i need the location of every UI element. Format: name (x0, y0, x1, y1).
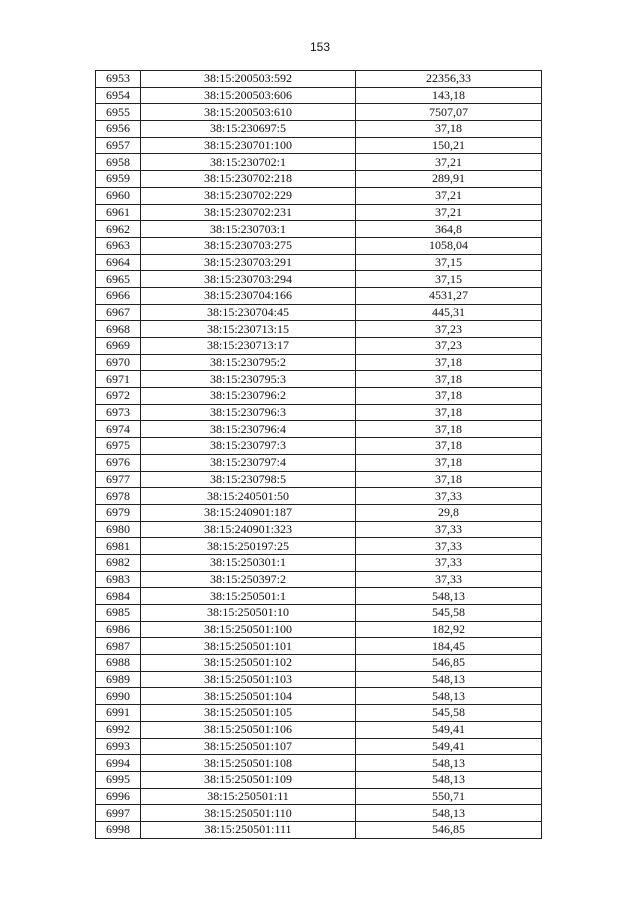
cadastral-number-cell: 38:15:240901:187 (141, 504, 356, 521)
value-cell: 1058,04 (356, 237, 542, 254)
table-row (96, 204, 542, 221)
row-number-cell: 6976 (96, 454, 141, 471)
row-number-cell: 6967 (96, 304, 141, 321)
row-number-cell: 6979 (96, 504, 141, 521)
table-row (96, 354, 542, 371)
cadastral-number-cell: 38:15:230796:2 (141, 388, 356, 405)
cadastral-number-cell: 38:15:250501:104 (141, 688, 356, 705)
cadastral-number-cell: 38:15:230713:15 (141, 321, 356, 338)
cadastral-number-cell: 38:15:250501:11 (141, 788, 356, 805)
cadastral-number-cell: 38:15:200503:606 (141, 87, 356, 104)
table-row (96, 821, 542, 838)
cadastral-number-cell: 38:15:250501:108 (141, 755, 356, 772)
table-row (96, 621, 542, 638)
table-row (96, 705, 542, 722)
table-row (96, 271, 542, 288)
row-number-cell: 6969 (96, 338, 141, 355)
cadastral-number-cell: 38:15:250301:1 (141, 554, 356, 571)
value-cell: 22356,33 (356, 71, 542, 88)
cadastral-number-cell: 38:15:230702:1 (141, 154, 356, 171)
row-number-cell: 6988 (96, 655, 141, 672)
cadastral-number-cell: 38:15:230697:5 (141, 121, 356, 138)
row-number-cell: 6977 (96, 471, 141, 488)
cadastral-number-cell: 38:15:250501:107 (141, 738, 356, 755)
page-number: 153 (309, 40, 331, 54)
row-number-cell: 6986 (96, 621, 141, 638)
cadastral-number-cell: 38:15:230704:45 (141, 304, 356, 321)
value-cell: 37,18 (356, 421, 542, 438)
cadastral-number-cell: 38:15:250501:109 (141, 771, 356, 788)
value-cell: 7507,07 (356, 104, 542, 121)
table-row (96, 221, 542, 238)
cadastral-number-cell: 38:15:250197:25 (141, 538, 356, 555)
value-cell: 37,21 (356, 187, 542, 204)
row-number-cell: 6975 (96, 438, 141, 455)
row-number-cell: 6981 (96, 538, 141, 555)
cadastral-number-cell: 38:15:250501:102 (141, 655, 356, 672)
row-number-cell: 6971 (96, 371, 141, 388)
value-cell: 37,33 (356, 521, 542, 538)
value-cell: 37,18 (356, 404, 542, 421)
value-cell: 549,41 (356, 721, 542, 738)
value-cell: 548,13 (356, 588, 542, 605)
value-cell: 37,18 (356, 471, 542, 488)
value-cell: 37,33 (356, 554, 542, 571)
row-number-cell: 6968 (96, 321, 141, 338)
table-row (96, 121, 542, 138)
row-number-cell: 6965 (96, 271, 141, 288)
table-row (96, 538, 542, 555)
row-number-cell: 6959 (96, 171, 141, 188)
cadastral-number-cell: 38:15:230797:3 (141, 438, 356, 455)
table-row (96, 788, 542, 805)
cadastral-table (95, 70, 542, 839)
cadastral-number-cell: 38:15:250501:103 (141, 671, 356, 688)
table-row (96, 688, 542, 705)
row-number-cell: 6998 (96, 821, 141, 838)
table-row (96, 137, 542, 154)
cadastral-number-cell: 38:15:230702:218 (141, 171, 356, 188)
value-cell: 364,8 (356, 221, 542, 238)
row-number-cell: 6955 (96, 104, 141, 121)
row-number-cell: 6953 (96, 71, 141, 88)
table-row (96, 488, 542, 505)
row-number-cell: 6960 (96, 187, 141, 204)
cadastral-number-cell: 38:15:250501:110 (141, 805, 356, 822)
cadastral-number-cell: 38:15:230795:3 (141, 371, 356, 388)
table-row (96, 254, 542, 271)
row-number-cell: 6995 (96, 771, 141, 788)
table-row (96, 187, 542, 204)
row-number-cell: 6961 (96, 204, 141, 221)
cadastral-number-cell: 38:15:240901:323 (141, 521, 356, 538)
row-number-cell: 6963 (96, 237, 141, 254)
cadastral-number-cell: 38:15:250397:2 (141, 571, 356, 588)
table-row (96, 554, 542, 571)
table-row (96, 721, 542, 738)
row-number-cell: 6994 (96, 755, 141, 772)
table-row (96, 504, 542, 521)
table-row (96, 805, 542, 822)
table-row (96, 71, 542, 88)
table-body (96, 71, 542, 839)
value-cell: 548,13 (356, 671, 542, 688)
cadastral-number-cell: 38:15:250501:1 (141, 588, 356, 605)
value-cell: 182,92 (356, 621, 542, 638)
row-number-cell: 6970 (96, 354, 141, 371)
row-number-cell: 6989 (96, 671, 141, 688)
value-cell: 545,58 (356, 705, 542, 722)
value-cell: 546,85 (356, 821, 542, 838)
table-row (96, 438, 542, 455)
row-number-cell: 6984 (96, 588, 141, 605)
table-row (96, 755, 542, 772)
value-cell: 37,21 (356, 204, 542, 221)
cadastral-number-cell: 38:15:230703:275 (141, 237, 356, 254)
cadastral-number-cell: 38:15:230702:229 (141, 187, 356, 204)
table-row (96, 421, 542, 438)
value-cell: 37,18 (356, 388, 542, 405)
value-cell: 37,21 (356, 154, 542, 171)
value-cell: 550,71 (356, 788, 542, 805)
table-row (96, 104, 542, 121)
table-row (96, 655, 542, 672)
row-number-cell: 6962 (96, 221, 141, 238)
cadastral-number-cell: 38:15:230796:4 (141, 421, 356, 438)
table-row (96, 471, 542, 488)
value-cell: 546,85 (356, 655, 542, 672)
cadastral-number-cell: 38:15:250501:10 (141, 605, 356, 622)
cadastral-number-cell: 38:15:250501:105 (141, 705, 356, 722)
cadastral-number-cell: 38:15:230703:1 (141, 221, 356, 238)
row-number-cell: 6990 (96, 688, 141, 705)
cadastral-number-cell: 38:15:250501:106 (141, 721, 356, 738)
table-row (96, 571, 542, 588)
row-number-cell: 6997 (96, 805, 141, 822)
value-cell: 445,31 (356, 304, 542, 321)
row-number-cell: 6993 (96, 738, 141, 755)
value-cell: 37,33 (356, 571, 542, 588)
cadastral-number-cell: 38:15:250501:111 (141, 821, 356, 838)
cadastral-number-cell: 38:15:250501:100 (141, 621, 356, 638)
row-number-cell: 6958 (96, 154, 141, 171)
table-row (96, 454, 542, 471)
value-cell: 143,18 (356, 87, 542, 104)
table-row (96, 338, 542, 355)
cadastral-number-cell: 38:15:230797:4 (141, 454, 356, 471)
cadastral-number-cell: 38:15:230702:231 (141, 204, 356, 221)
value-cell: 548,13 (356, 771, 542, 788)
table-row (96, 671, 542, 688)
row-number-cell: 6987 (96, 638, 141, 655)
value-cell: 37,18 (356, 438, 542, 455)
table-row (96, 771, 542, 788)
cadastral-number-cell: 38:15:230713:17 (141, 338, 356, 355)
row-number-cell: 6954 (96, 87, 141, 104)
row-number-cell: 6972 (96, 388, 141, 405)
cadastral-number-cell: 38:15:230796:3 (141, 404, 356, 421)
value-cell: 548,13 (356, 805, 542, 822)
value-cell: 37,18 (356, 454, 542, 471)
row-number-cell: 6982 (96, 554, 141, 571)
value-cell: 37,18 (356, 371, 542, 388)
table-row (96, 321, 542, 338)
cadastral-number-cell: 38:15:230703:294 (141, 271, 356, 288)
table-row (96, 171, 542, 188)
value-cell: 29,8 (356, 504, 542, 521)
table-row (96, 304, 542, 321)
value-cell: 37,18 (356, 121, 542, 138)
value-cell: 37,15 (356, 271, 542, 288)
table-row (96, 588, 542, 605)
row-number-cell: 6992 (96, 721, 141, 738)
table-row (96, 287, 542, 304)
value-cell: 37,33 (356, 488, 542, 505)
row-number-cell: 6957 (96, 137, 141, 154)
value-cell: 37,15 (356, 254, 542, 271)
row-number-cell: 6973 (96, 404, 141, 421)
value-cell: 184,45 (356, 638, 542, 655)
cadastral-number-cell: 38:15:230795:2 (141, 354, 356, 371)
value-cell: 4531,27 (356, 287, 542, 304)
row-number-cell: 6978 (96, 488, 141, 505)
value-cell: 549,41 (356, 738, 542, 755)
row-number-cell: 6991 (96, 705, 141, 722)
table-row (96, 237, 542, 254)
value-cell: 37,23 (356, 338, 542, 355)
value-cell: 37,18 (356, 354, 542, 371)
value-cell: 37,23 (356, 321, 542, 338)
cadastral-number-cell: 38:15:200503:610 (141, 104, 356, 121)
table-row (96, 404, 542, 421)
cadastral-number-cell: 38:15:230703:291 (141, 254, 356, 271)
table-row (96, 521, 542, 538)
cadastral-number-cell: 38:15:230704:166 (141, 287, 356, 304)
value-cell: 548,13 (356, 755, 542, 772)
row-number-cell: 6980 (96, 521, 141, 538)
value-cell: 37,33 (356, 538, 542, 555)
value-cell: 289,91 (356, 171, 542, 188)
table-row (96, 388, 542, 405)
table-row (96, 154, 542, 171)
table-row (96, 605, 542, 622)
row-number-cell: 6966 (96, 287, 141, 304)
value-cell: 548,13 (356, 688, 542, 705)
table-row (96, 738, 542, 755)
value-cell: 545,58 (356, 605, 542, 622)
cadastral-number-cell: 38:15:230701:100 (141, 137, 356, 154)
cadastral-number-cell: 38:15:250501:101 (141, 638, 356, 655)
table-row (96, 371, 542, 388)
cadastral-number-cell: 38:15:230798:5 (141, 471, 356, 488)
row-number-cell: 6964 (96, 254, 141, 271)
table-row (96, 87, 542, 104)
row-number-cell: 6985 (96, 605, 141, 622)
row-number-cell: 6996 (96, 788, 141, 805)
table-row (96, 638, 542, 655)
cadastral-number-cell: 38:15:240501:50 (141, 488, 356, 505)
row-number-cell: 6974 (96, 421, 141, 438)
row-number-cell: 6956 (96, 121, 141, 138)
row-number-cell: 6983 (96, 571, 141, 588)
value-cell: 150,21 (356, 137, 542, 154)
cadastral-number-cell: 38:15:200503:592 (141, 71, 356, 88)
